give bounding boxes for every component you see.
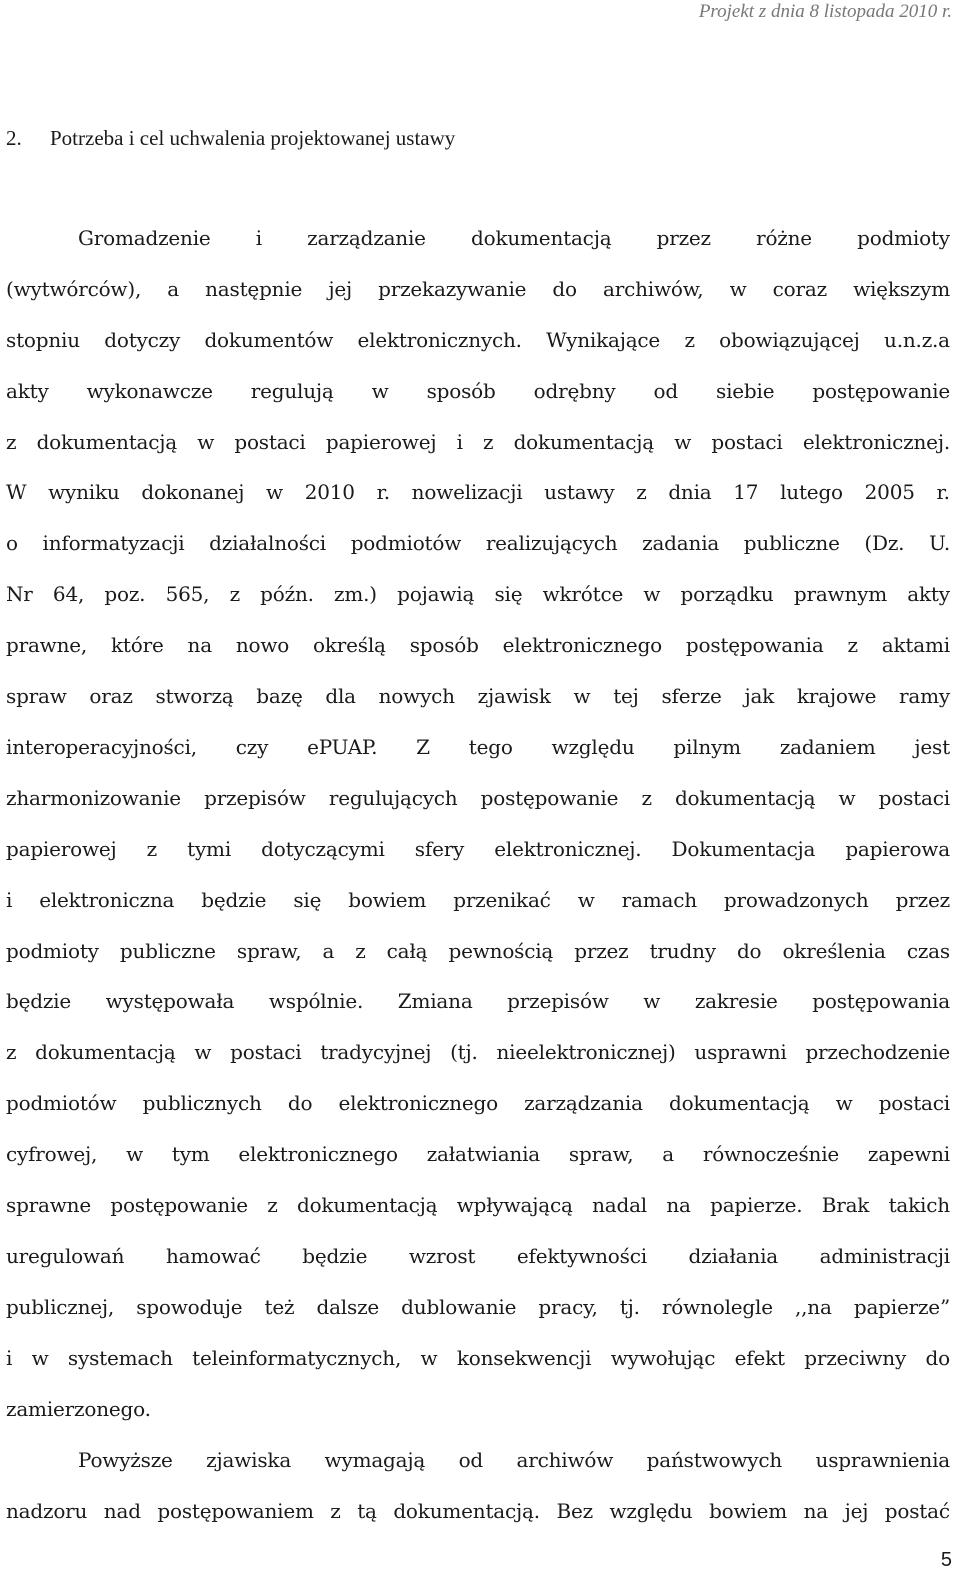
text-line: Powyższe zjawiska wymagają od archiwów państwowych usprawnienia bbox=[78, 1448, 950, 1472]
text-line: prawne, które na nowo określą sposób elektronicznego postępowania z aktami bbox=[6, 633, 950, 657]
text-line: będzie występowała wspólnie. Zmiana przepisów w zakresie postępowania bbox=[6, 989, 950, 1013]
text-line: akty wykonawcze regulują w sposób odrębny od siebie postępowanie bbox=[6, 379, 950, 403]
text-line: papierowej z tymi dotyczącymi sfery elektronicznej. Dokumentacja papierowa bbox=[6, 837, 950, 861]
text-line: i w systemach teleinformatycznych, w konsekwencji wywołując efekt przeciwny do bbox=[6, 1346, 950, 1370]
text-line: publicznej, spowoduje też dalsze dublowanie pracy, tj. równolegle ,,na papierze” bbox=[6, 1295, 950, 1319]
text-line: nadzoru nad postępowaniem z tą dokumentacją. Bez względu bowiem na jej postać bbox=[6, 1499, 950, 1523]
text-line: i elektroniczna będzie się bowiem przenikać w ramach prowadzonych przez bbox=[6, 888, 950, 912]
text-line: podmiotów publicznych do elektronicznego zarządzania dokumentacją w postaci bbox=[6, 1091, 950, 1115]
text-line: zamierzonego. bbox=[6, 1397, 151, 1421]
text-line: interoperacyjności, czy ePUAP. Z tego względu pilnym zadaniem jest bbox=[6, 735, 950, 759]
text-line: spraw oraz stworzą bazę dla nowych zjawisk w tej sferze jak krajowe ramy bbox=[6, 684, 950, 708]
text-line: sprawne postępowanie z dokumentacją wpływającą nadal na papierze. Brak takich bbox=[6, 1193, 950, 1217]
text-line: z dokumentacją w postaci tradycyjnej (tj. nieelektronicznej) usprawni przechodzenie bbox=[6, 1040, 950, 1064]
text-line: cyfrowej, w tym elektronicznego załatwiania spraw, a równocześnie zapewni bbox=[6, 1142, 950, 1166]
text-line: zharmonizowanie przepisów regulujących postępowanie z dokumentacją w postaci bbox=[6, 786, 950, 810]
text-line: o informatyzacji działalności podmiotów realizujących zadania publiczne (Dz. U. bbox=[6, 531, 950, 555]
text-line: Gromadzenie i zarządzanie dokumentacją przez różne podmioty bbox=[78, 226, 950, 250]
text-line: Nr 64, poz. 565, z późn. zm.) pojawią się wkrótce w porządku prawnym akty bbox=[6, 582, 950, 606]
section-title: Potrzeba i cel uchwalenia projektowanej ustawy bbox=[50, 126, 456, 150]
text-line: (wytwórców), a następnie jej przekazywanie do archiwów, w coraz większym bbox=[6, 277, 950, 301]
page-number: 5 bbox=[940, 1549, 952, 1571]
text-line: podmioty publiczne spraw, a z całą pewnością przez trudny do określenia czas bbox=[6, 939, 950, 963]
text-line: W wyniku dokonanej w 2010 r. nowelizacji ustawy z dnia 17 lutego 2005 r. bbox=[6, 480, 950, 504]
section-heading bbox=[6, 124, 455, 152]
text-line: stopniu dotyczy dokumentów elektronicznych. Wynikające z obowiązującej u.n.z.a bbox=[6, 328, 950, 352]
text-line: uregulowań hamować będzie wzrost efektywności działania administracji bbox=[6, 1244, 950, 1268]
text-line: z dokumentacją w postaci papierowej i z dokumentacją w postaci elektronicznej. bbox=[6, 430, 950, 454]
draft-date-note: Projekt z dnia 8 listopada 2010 r. bbox=[698, 1, 952, 22]
section-number: 2. bbox=[6, 126, 22, 150]
